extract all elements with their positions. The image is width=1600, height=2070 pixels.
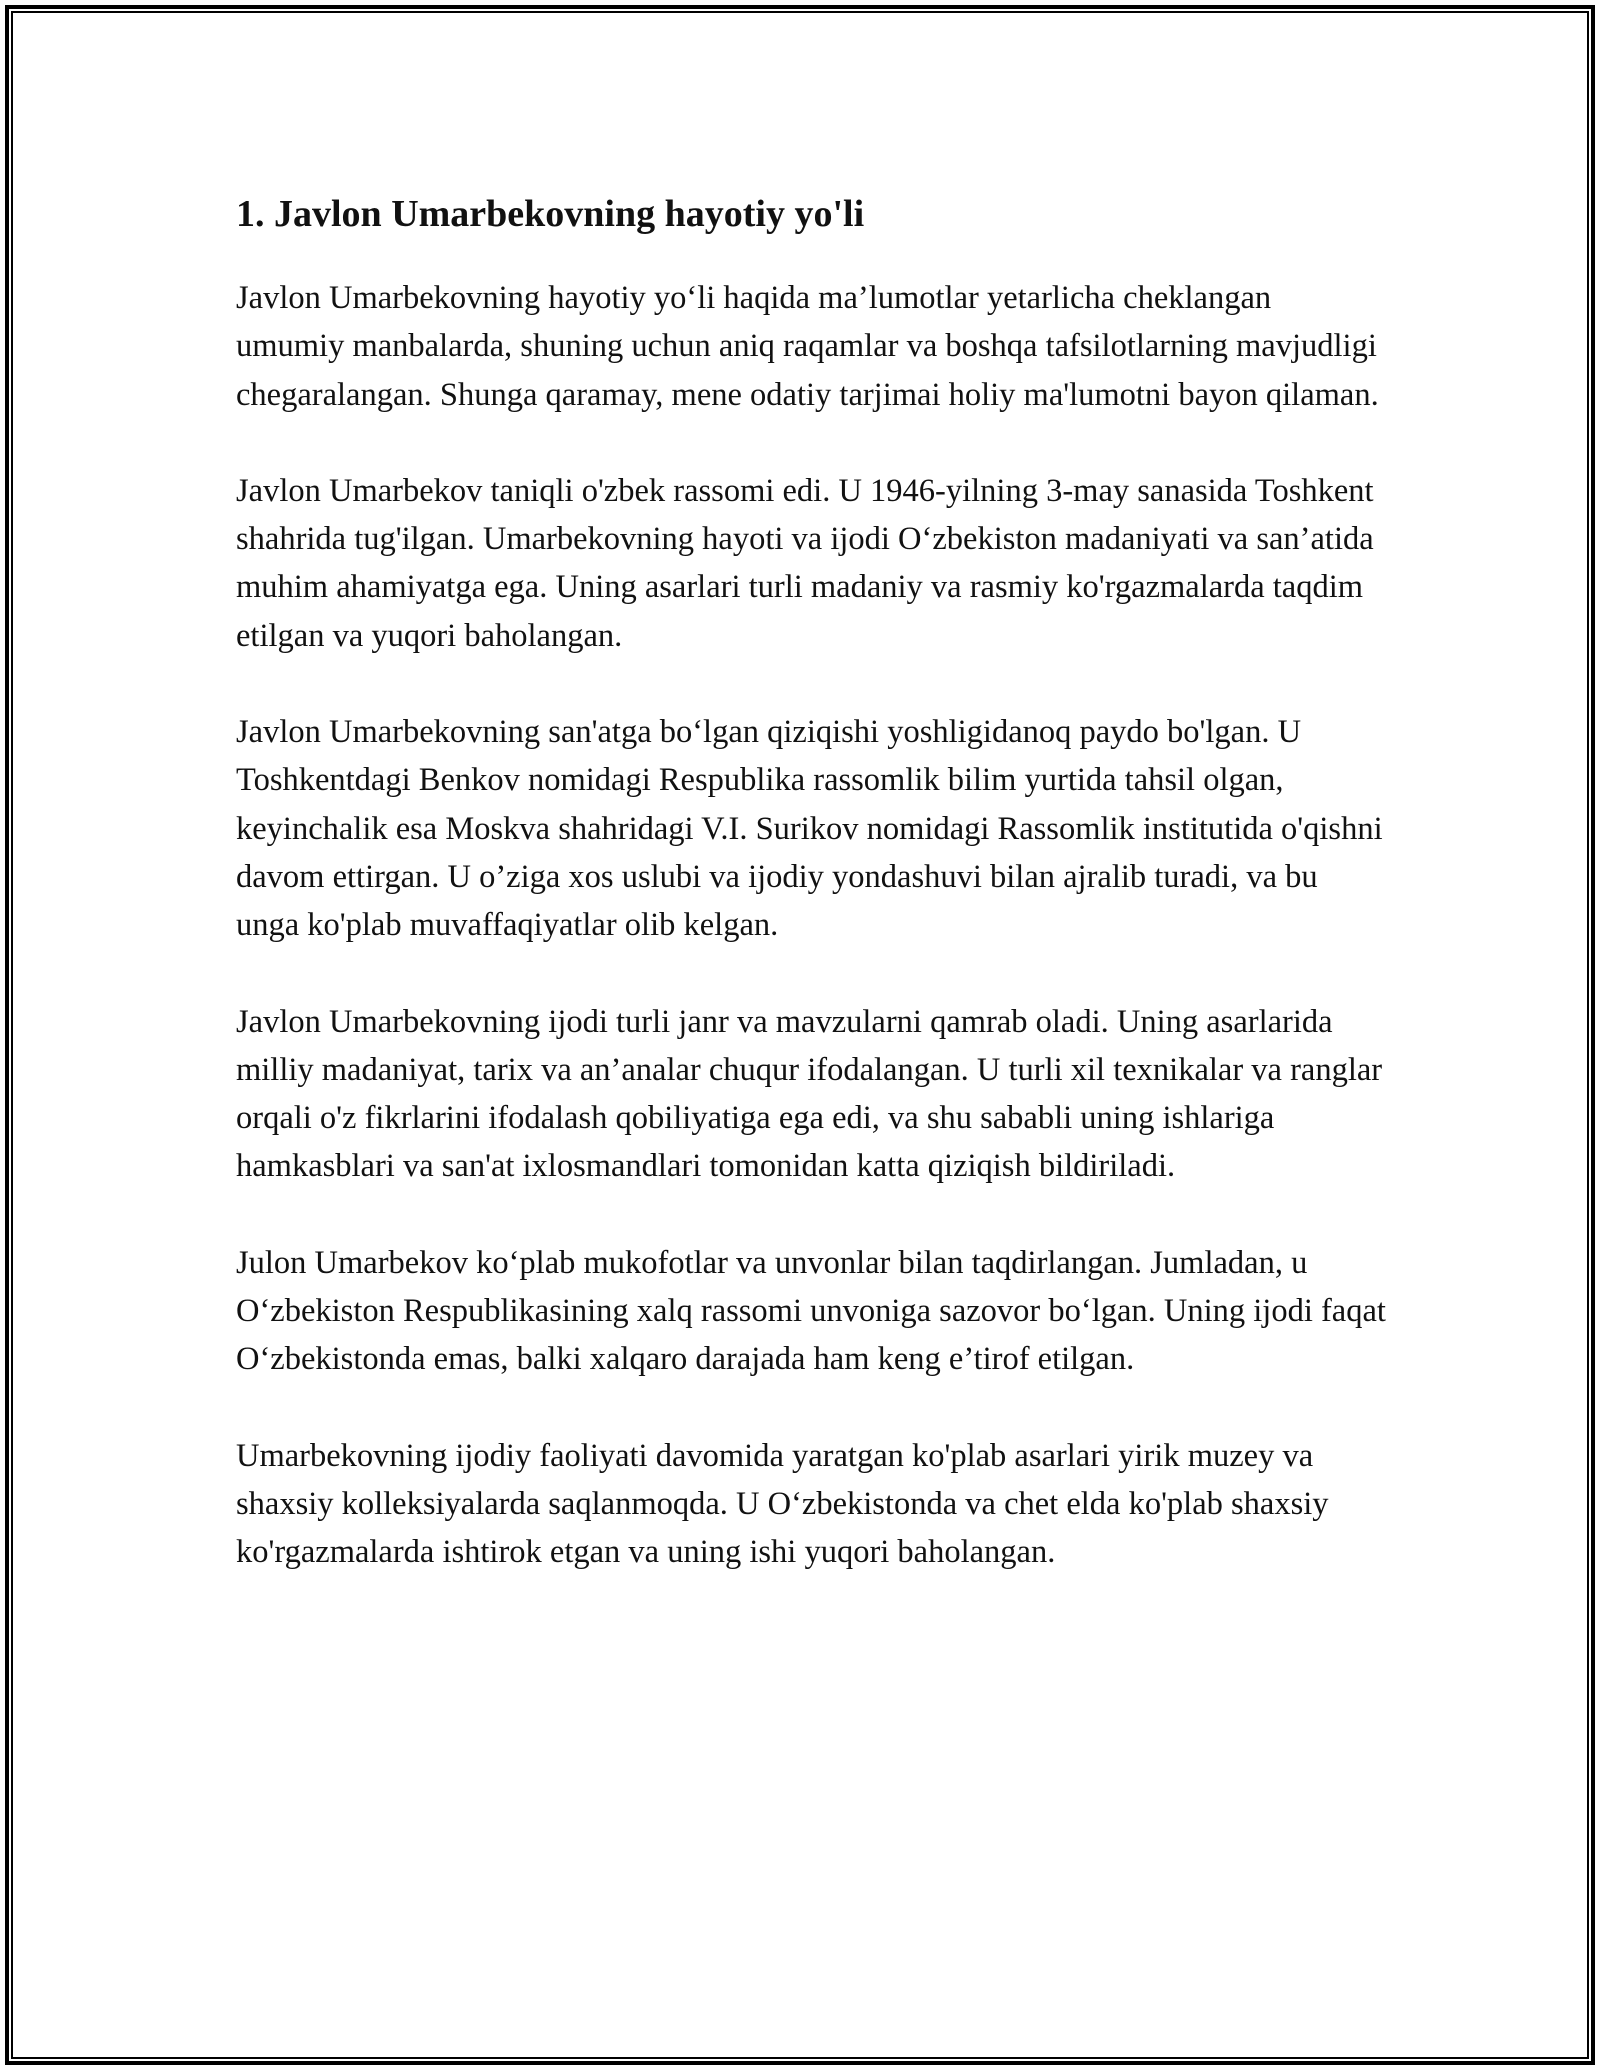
paragraph-biography: Javlon Umarbekov taniqli o'zbek rassomi edi. U 1946-yilning 3-may sanasida Toshkent shahrida tug'ilgan. Umarbekovning hayoti va ijodi O‘zbekiston madaniyati va san’atida muhim ahamiyatga ega. Uning asarlari turli madaniy va rasmiy ko'rgazmalarda taqdim etilgan va yuqori baholangan. — [236, 472, 1374, 654]
paragraph-awards: Julon Umarbekov ko‘plab mukofotlar va unvonlar bilan taqdirlangan. Jumladan, u O‘zbekiston Respublikasining xalq rassomi unvoniga sazovor bo‘lgan. Uning ijodi faqat O‘zbekistonda emas, balki xalqaro darajada ham keng e’tirof etilgan. — [236, 1244, 1386, 1378]
document-body — [236, 188, 1386, 1625]
paragraph-education: Javlon Umarbekovning san'atga bo‘lgan qiziqishi yoshligidanoq paydo bo'lgan. U Toshkentdagi Benkov nomidagi Respublika rassomlik bilim yurtida tahsil olgan, keyinchalik esa Moskva shahridagi V.I. Surikov nomidagi Rassomlik institutida o'qishni davom ettirgan. U o’ziga xos uslubi va ijodiy yondashuvi bilan ajralib turadi, va bu unga ko'plab muvaffaqiyatlar olib kelgan. — [236, 714, 1383, 944]
section-heading: 1. Javlon Umarbekovning hayotiy yo'li — [236, 193, 865, 235]
paragraph-collections: Umarbekovning ijodiy faoliyati davomida yaratgan ko'plab asarlari yirik muzey va shaxsiy kolleksiyalarda saqlanmoqda. U O‘zbekistonda va chet elda ko'plab shaxsiy ko'rgazmalarda ishtirok etgan va uning ishi yuqori baholangan. — [236, 1437, 1329, 1571]
paragraph-creative-work: Javlon Umarbekovning ijodi turli janr va mavzularni qamrab oladi. Uning asarlarida milliy madaniyat, tarix va an’analar chuqur ifodalangan. U turli xil texnikalar va ranglar orqali o'z fikrlarini ifodalash qobiliyatiga ega edi, va shu sababli uning ishlariga hamkasblari va san'at ixlosmandlari tomonidan katta qiziqish bildiriladi. — [236, 1003, 1383, 1185]
paragraph-intro: Javlon Umarbekovning hayotiy yo‘li haqida ma’lumotlar yetarlicha cheklangan umumiy manbalarda, shuning uchun aniq raqamlar va boshqa tafsilotlarning mavjudligi chegaralangan. Shunga qaramay, mene odatiy tarjimai holiy ma'lumotni bayon qilaman. — [236, 280, 1379, 413]
